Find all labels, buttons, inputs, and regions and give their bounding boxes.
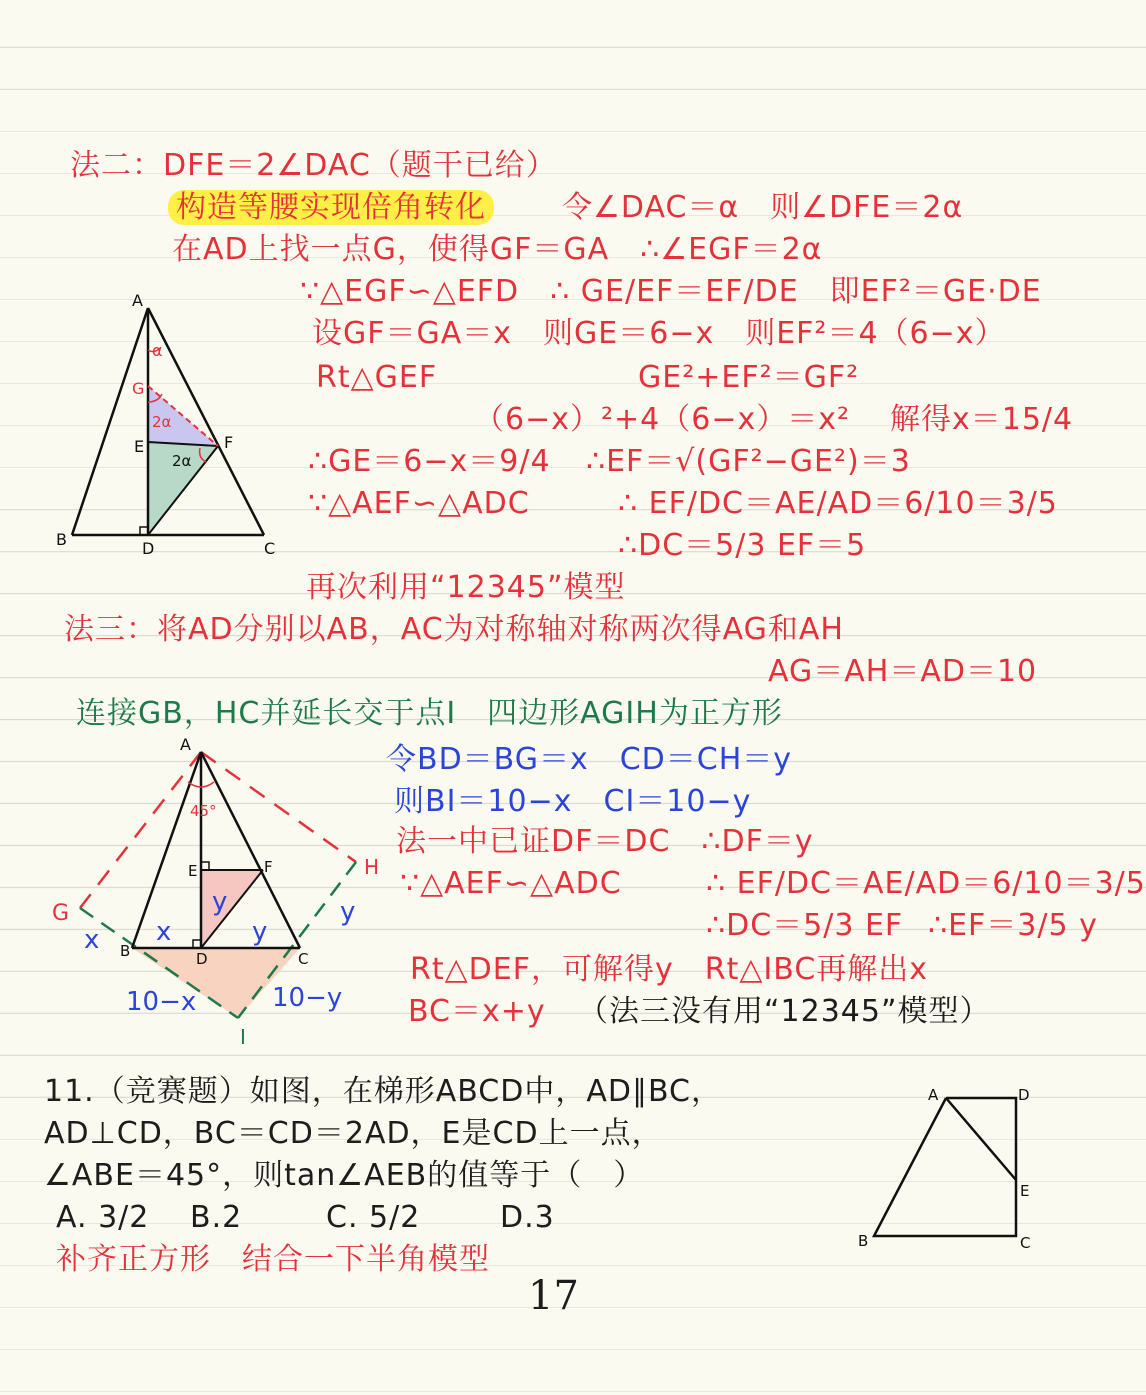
method2-equation: （6−x）²+4（6−x）＝x² [474,402,850,437]
method2-sim2: ∵△AEF∽△ADC [308,486,530,521]
method2-ratio: ∴ EF/DC＝AE/AD＝6/10＝3/5 [618,486,1058,521]
method2-similar: ∵△EGF∽△EFD ∴ GE/EF＝EF/DE 即EF²＝GE·DE [300,274,1042,309]
method2-let-alpha: 令∠DAC＝α 则∠DFE＝2α [562,190,964,225]
method2-set-gf: 设GF＝GA＝x 则GE＝6−x 则EF²＝4（6−x） [312,316,1006,351]
problem11-line1: 11.（竞赛题）如图，在梯形ABCD中，AD∥BC， [44,1074,722,1109]
label-10-y: 10−y [272,983,343,1013]
segment-ag-dashed [80,752,201,908]
label-e: E [188,862,198,880]
label-b: B [120,942,131,960]
label-a: A [928,1086,939,1104]
label-c: C [264,539,276,558]
option-b: B.2 [190,1200,243,1235]
label-2alpha-f: 2α [172,452,192,470]
label-d: D [142,539,155,558]
method3-rt: Rt△DEF，可解得y Rt△IBC再解出x [410,952,929,987]
problem11-hint: 补齐正方形 结合一下半角模型 [56,1242,490,1277]
method3-title: 法三：将AD分别以AB，AC为对称轴对称两次得AG和AH [64,612,844,647]
method3-dc: ∴DC＝5/3 EF [706,908,904,943]
option-a: A. 3/2 [56,1200,150,1235]
method3-ratio: ∴ EF/DC＝AE/AD＝6/10＝3/5 [706,866,1146,901]
method2-ef: ∴EF＝√(GF²−GE²)＝3 [586,444,911,479]
label-b: B [858,1232,869,1250]
problem11-line3: ∠ABE＝45°，则tan∠AEB的值等于（ ） [44,1158,645,1193]
label-y-dc: y [252,917,268,947]
label-45: 45° [190,802,217,820]
method3-bi: 则BI＝10−x CI＝10−y [394,784,752,819]
method3-df: 法一中已证DF＝DC ∴DF＝y [396,824,814,859]
method2-figure [50,290,290,560]
label-x-bg: x [84,925,100,955]
label-10-x: 10−x [126,987,197,1017]
label-a: A [180,735,191,754]
label-c: C [298,950,309,968]
method2-solve: 解得x＝15/4 [890,402,1074,437]
label-e: E [1020,1182,1030,1200]
method2-find-g: 在AD上找一点G，使得GF＝GA ∴∠EGF＝2α [172,232,823,267]
label-b: B [56,530,67,549]
method2-dc: ∴DC＝5/3 EF＝5 [618,528,867,563]
method2-pythag: GE²+EF²＝GF² [638,360,860,395]
highlight-text: 构造等腰实现倍角转化 [168,190,494,225]
method3-sim: ∵△AEF∽△ADC [400,866,622,901]
method2-ge: ∴GE＝6−x＝9/4 [308,444,551,479]
page-number: 17 [528,1273,579,1319]
method2-rt-gef: Rt△GEF [316,360,438,395]
problem11-line2: AD⊥CD，BC＝CD＝2AD，E是CD上一点， [44,1116,663,1151]
label-alpha: α [152,341,163,360]
label-g: G [52,901,70,926]
side-ab [72,308,148,535]
method3-note: （法三没有用“12345”模型） [578,994,991,1029]
label-2alpha-g: 2α [152,413,172,431]
label-d: D [1018,1086,1030,1104]
method3-figure [48,730,388,1050]
label-c: C [1020,1234,1031,1252]
label-f: F [224,433,234,452]
method3-let-bd: 令BD＝BG＝x CD＝CH＝y [386,742,793,777]
option-c: C. 5/2 [326,1200,421,1235]
label-e: E [134,437,145,456]
method3-connect: 连接GB，HC并延长交于点I 四边形AGIH为正方形 [76,696,783,731]
label-f: F [264,858,273,876]
method3-ef: ∴EF＝3/5 y [928,908,1098,943]
label-y-df: y [212,887,228,917]
method2-again: 再次利用“12345”模型 [306,570,626,605]
label-g: G [132,379,145,398]
label-y-ch: y [340,897,356,927]
label-h: H [364,855,380,879]
segment-be-hidden [874,1180,1016,1236]
label-d: D [196,950,208,968]
method3-ag: AG＝AH＝AD＝10 [768,654,1038,689]
label-i: I [240,1025,246,1049]
problem11-figure [856,1080,1046,1260]
label-a: A [132,291,143,310]
segment-ah-dashed [201,752,356,862]
method2-highlight [168,190,494,226]
label-x-bd: x [156,917,172,947]
segment-ae [946,1098,1016,1180]
method2-title: 法二：DFE＝2∠DAC（题干已给） [70,148,557,183]
method3-bc: BC＝x+y [408,994,546,1029]
option-d: D.3 [500,1200,555,1235]
trapezoid-abcd [874,1098,1016,1236]
